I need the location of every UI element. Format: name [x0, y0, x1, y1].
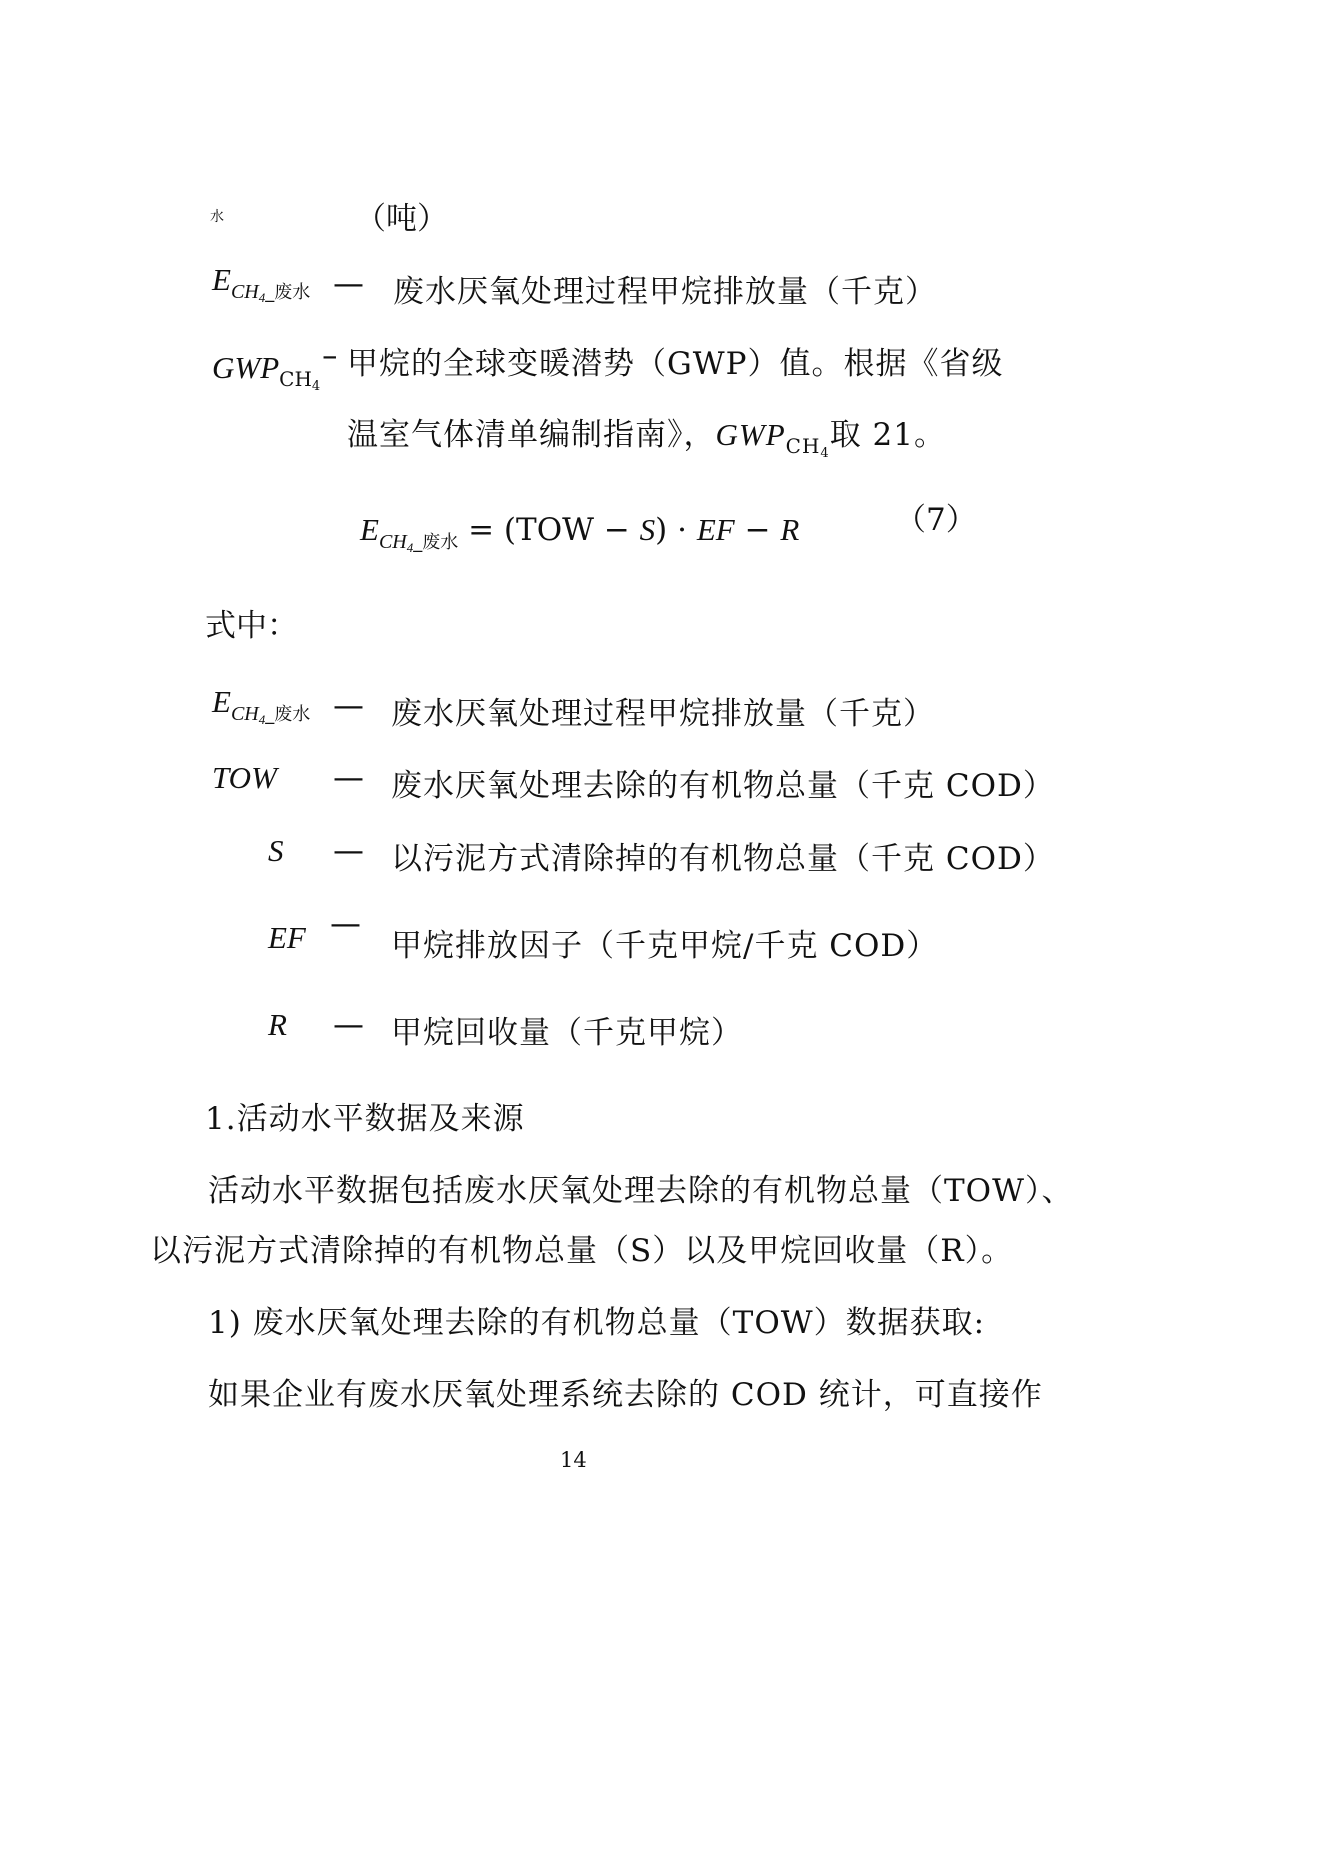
def-text-r: 甲烷回收量（千克甲烷）: [391, 1015, 743, 1051]
def-dash-e: —: [333, 688, 364, 724]
gwp-dash: –: [322, 338, 338, 374]
def-dash-s: —: [333, 833, 364, 869]
def-text-tow: 废水厌氧处理去除的有机物总量（千克 COD）: [391, 768, 1055, 804]
item1: 1) 废水厌氧处理去除的有机物总量（TOW）数据获取:: [208, 1305, 986, 1341]
gwp-text-line1: 甲烷的全球变暖潜势（GWP）值。根据《省级: [347, 346, 1004, 382]
equation-7: $E_{CH_4\_废水} = (TOW - S)$ · EF − R: [360, 512, 800, 555]
gwp-text-line2: 温室气体清单编制指南》，$GWP_{CH_4}$取 21。: [347, 417, 946, 461]
def-symbol-e: $E_{CH_4\_废水}$: [212, 684, 311, 727]
fragment-unit: （吨）: [355, 201, 448, 237]
def-text-s: 以污泥方式清除掉的有机物总量（千克 COD）: [391, 841, 1055, 877]
def-text-ef: 甲烷排放因子（千克甲烷/千克 COD）: [391, 928, 939, 964]
def-symbol-s: S: [268, 833, 284, 868]
e-ch4-definition: [212, 262, 310, 306]
def-symbol-ef: EF: [268, 920, 306, 955]
def-dash-tow: —: [333, 760, 364, 796]
where-label: 式中：: [205, 608, 298, 644]
gwp-symbol: $GWP_{CH_4}$: [212, 350, 321, 394]
paragraph1-line1: 活动水平数据包括废水厌氧处理去除的有机物总量（TOW）、: [208, 1173, 1074, 1209]
definition-text: 废水厌氧处理过程甲烷排放量（千克）: [393, 274, 937, 310]
def-dash-ef: —: [330, 906, 361, 942]
equation-number: （7）: [895, 502, 977, 538]
page-number: 14: [560, 1448, 587, 1472]
e-ch4-symbol: $E_{CH_4\_废水}$: [212, 262, 311, 305]
def-symbol-tow: TOW: [212, 760, 277, 795]
definition-dash: —: [333, 266, 364, 302]
def-symbol-r: R: [268, 1007, 287, 1042]
def-text-e: 废水厌氧处理过程甲烷排放量（千克）: [391, 696, 935, 732]
fragment-char: 水: [210, 209, 224, 225]
paragraph2: 如果企业有废水厌氧处理系统去除的 COD 统计，可直接作: [208, 1377, 1043, 1413]
section-heading: 1.活动水平数据及来源: [205, 1101, 525, 1137]
def-dash-r: —: [333, 1007, 364, 1043]
paragraph1-line2: 以污泥方式清除掉的有机物总量（S）以及甲烷回收量（R）。: [150, 1233, 1014, 1269]
